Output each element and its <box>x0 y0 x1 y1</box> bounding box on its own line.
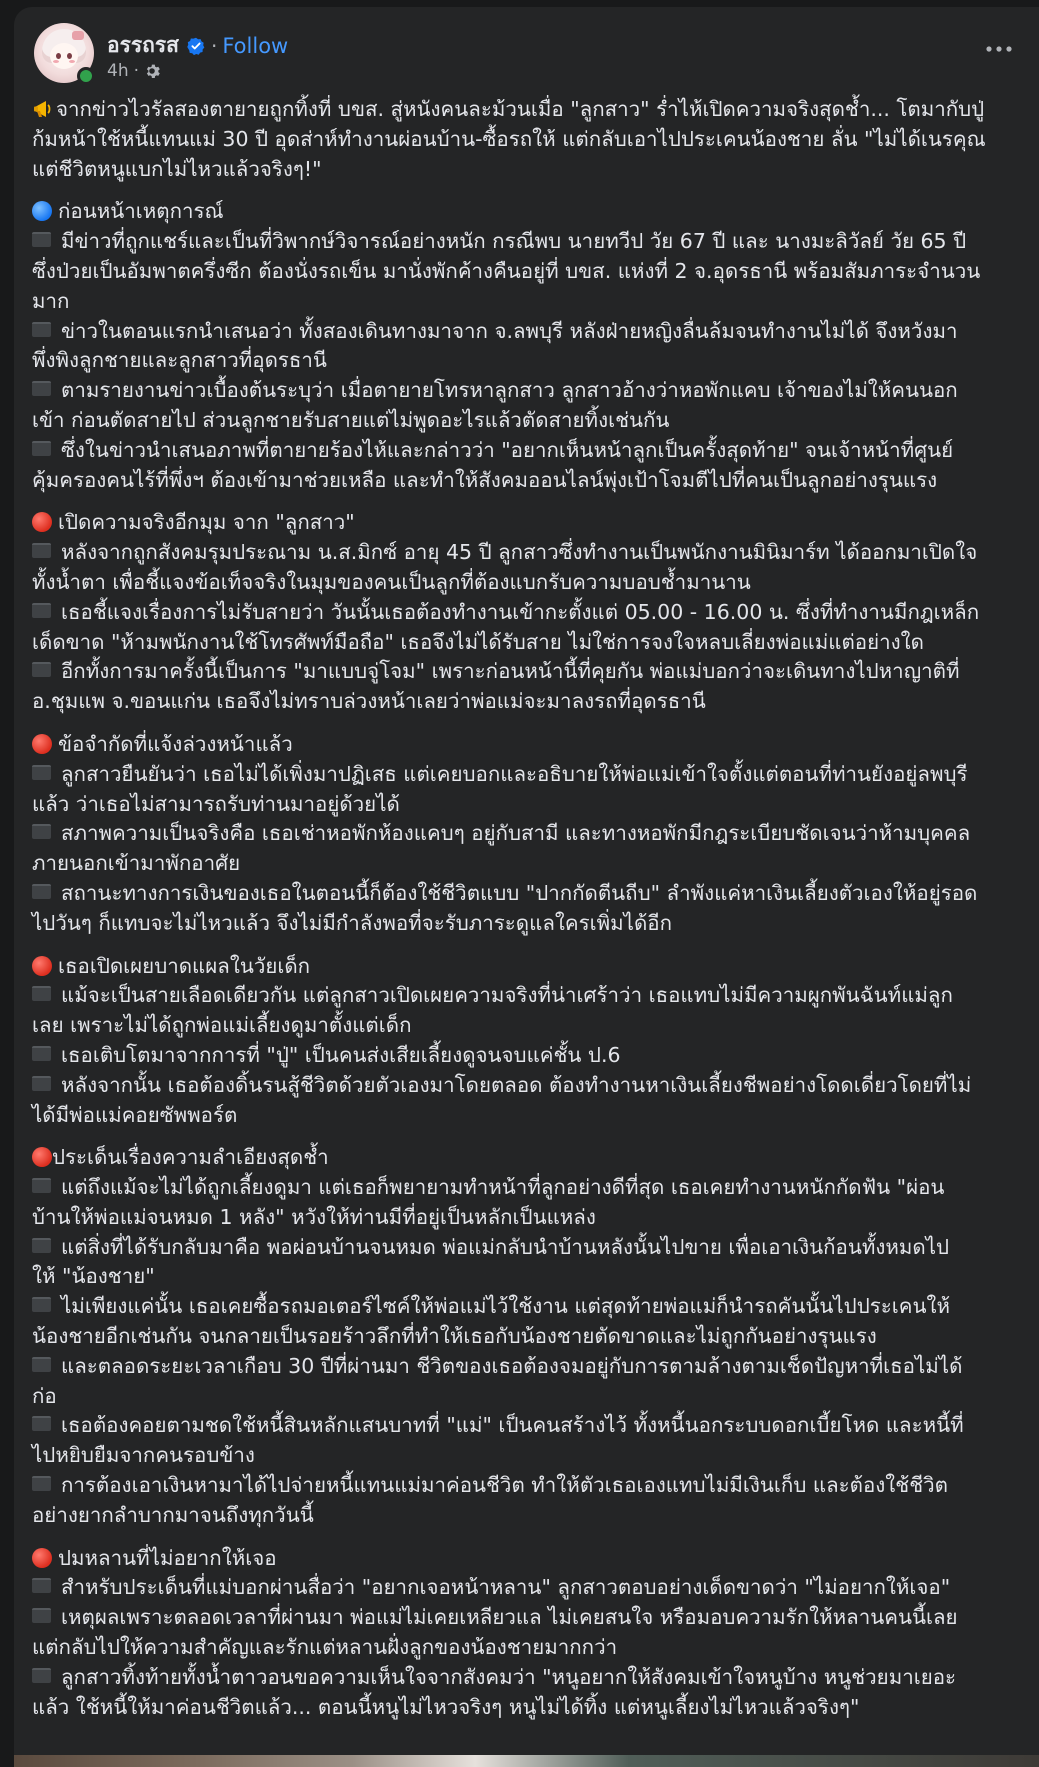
line-text: การต้องเอาเงินหามาได้ไปจ่ายหนี้แทนแม่มาค่อนชีวิต ทำให้ตัวเธอเองแทบไม่มีเงินเก็บ และต้องใช้ชีวิต <box>61 1473 948 1498</box>
line-text: เข้า ก่อนตัดสายไป ส่วนลูกชายรับสายแต่ไม่พูดอะไรแล้วตัดสายทิ้งเช่นกัน <box>32 407 670 432</box>
section-heading <box>32 730 1028 760</box>
black-square-icon <box>32 1357 51 1372</box>
bullet-line <box>32 436 1028 466</box>
bullet-line <box>32 879 1028 909</box>
line-text: อีกทั้งการมาครั้งนี้เป็นการ "มาแบบจู่โจม" เพราะก่อนหน้านี้ที่คุยกัน พ่อแม่บอกว่าจะเดินทางไปหาญาติที่ <box>61 659 960 684</box>
red-circle-icon <box>32 956 52 976</box>
red-circle-icon <box>32 1548 52 1568</box>
bullet-line <box>32 819 1028 849</box>
line-text: ตามรายงานข่าวเบื้องต้นระบุว่า เมื่อตายายโทรหาลูกสาว ลูกสาวอ้างว่าหอพักแคบ เจ้าของไม่ให้คนนอก <box>61 378 958 403</box>
line-text: ภายนอกเข้ามาพักอาศัย <box>32 851 241 876</box>
bullet-line <box>32 1041 1028 1071</box>
line-text: ไปวันๆ ก็แทบจะไม่ไหวแล้ว จึงไม่มีกำลังพอที่จะรับภาระดูแลใครเพิ่มได้อีก <box>32 910 672 935</box>
bullet-line <box>32 1292 1028 1322</box>
attached-image-preview[interactable] <box>14 1755 1039 1767</box>
black-square-icon <box>32 1178 51 1193</box>
line-text: ข่าวในตอนแรกนำเสนอว่า ทั้งสองเดินทางมาจาก จ.ลพบุรี หลังฝ่ายหญิงลื่นล้มจนทำงานไม่ได้ จึงหวังมา <box>61 318 958 343</box>
continuation-line <box>32 1441 1028 1471</box>
continuation-line <box>32 1011 1028 1041</box>
line-text: และตลอดระยะเวลาเกือบ 30 ปีที่ผ่านมา ชีวิตของเธอต้องจมอยู่กับการตามล้างตามเช็ดปัญหาที่เธอไม่ได้ <box>61 1353 963 1378</box>
intro-text: จากข่าวไวรัลสองตายายถูกทิ้งที่ บขส. สู่หนังคนละม้วนเมื่อ "ลูกสาว" ร่ำไห้เปิดความจริงสุดช้ำ... โตมากับปู่ <box>56 97 985 121</box>
black-square-icon <box>32 1046 51 1061</box>
bullet-line <box>32 1663 1028 1693</box>
continuation-line <box>32 1322 1028 1352</box>
bullet-line <box>32 538 1028 568</box>
black-square-icon <box>32 986 51 1001</box>
intro-line-1: ก้มหน้าใช้หนี้แทนแม่ 30 ปี อุดส่าห์ทำงานผ่อนบ้าน-ซื้อรถให้ แต่กลับเอาไปประเคนน้องชาย ลั่น "ไม่ได้เนรคุณ <box>32 126 986 151</box>
line-text: เลย เพราะไม่ได้ถูกพ่อแม่เลี้ยงดูมาตั้งแต่เด็ก <box>32 1013 412 1038</box>
bullet-line <box>32 227 1028 257</box>
section-3 <box>32 952 1028 1131</box>
continuation-line <box>32 909 1028 939</box>
black-square-icon <box>32 884 51 899</box>
black-square-icon <box>32 322 51 337</box>
continuation-line <box>32 1693 1028 1723</box>
continuation-line <box>32 1382 1028 1412</box>
intro-line-2: แต่ชีวิตหนูแบกไม่ไหวแล้วจริงๆ!" <box>32 156 322 181</box>
bullet-line <box>32 1411 1028 1441</box>
megaphone-icon <box>32 98 54 120</box>
bullet-line <box>32 981 1028 1011</box>
line-text: มีข่าวที่ถูกแชร์และเป็นที่วิพากษ์วิจารณ์อย่างหนัก กรณีพบ นายทวีป วัย 67 ปี และ นางมะลิวัลย์ วัย 65 ปี <box>61 229 967 254</box>
post-meta <box>107 61 160 81</box>
continuation-line <box>32 287 1028 317</box>
black-square-icon <box>32 1076 51 1091</box>
continuation-line <box>32 628 1028 658</box>
section-heading-text: ปมหลานที่ไม่อยากให้เจอ <box>58 1545 277 1570</box>
post-text <box>32 95 1028 1722</box>
bullet-line <box>32 376 1028 406</box>
black-square-icon <box>32 232 51 247</box>
red-circle-icon <box>32 734 52 754</box>
continuation-line <box>32 1262 1028 1292</box>
continuation-line <box>32 1101 1028 1131</box>
continuation-line <box>32 466 1028 496</box>
section-heading <box>32 1143 1028 1173</box>
line-text: มาก <box>32 288 70 313</box>
line-text: ซึ่งป่วยเป็นอัมพาตครึ่งซีก ต้องนั่งรถเข็น มานั่งพักค้างคืนอยู่ที่ บขส. แห่งที่ 2 จ.อุดรธานี พร้อมสัมภาระจำนวน <box>32 258 981 283</box>
author-row <box>107 29 288 62</box>
section-5 <box>32 1544 1028 1723</box>
continuation-line <box>32 849 1028 879</box>
continuation-line <box>32 346 1028 376</box>
separator-dot: · <box>133 61 139 81</box>
line-text: ก่อ <box>32 1383 57 1408</box>
section-heading-text: เธอเปิดเผยบาดแผลในวัยเด็ก <box>58 953 311 978</box>
section-heading-text: ประเด็นเรื่องความลำเอียงสุดช้ำ <box>52 1145 329 1170</box>
continuation-line <box>32 790 1028 820</box>
line-text: เธอต้องคอยตามชดใช้หนี้สินหลักแสนบาทที่ "แม่" เป็นคนสร้างไว้ ทั้งหนี้นอกระบบดอกเบี้ยโหด และหนี้ที่ <box>61 1413 964 1438</box>
section-heading-text: ข้อจำกัดที่แจ้งล่วงหน้าแล้ว <box>58 731 293 756</box>
continuation-line <box>32 1203 1028 1233</box>
continuation-line <box>32 1633 1028 1663</box>
bullet-line <box>32 1352 1028 1382</box>
author-name[interactable]: อรรถรส <box>107 33 179 57</box>
section-heading <box>32 508 1028 538</box>
post-card <box>14 7 1039 1767</box>
line-text: พึ่งพิงลูกชายและลูกสาวที่อุดรธานี <box>32 348 327 373</box>
line-text: บ้านให้พ่อแม่จนหมด 1 หลัง" หวังให้ท่านมีที่อยู่เป็นหลักเป็นแหล่ง <box>32 1204 596 1229</box>
section-heading-text: ก่อนหน้าเหตุการณ์ <box>58 199 224 224</box>
intro-line-0 <box>32 95 1028 125</box>
verified-badge-icon <box>187 37 205 55</box>
line-text: น้องชายอีกเช่นกัน จนกลายเป็นรอยร้าวลึกที่ทำให้เธอกับน้องชายตัดขาดและไม่ถูกกันอย่างรุนแรง <box>32 1324 877 1349</box>
line-text: อ.ชุมแพ จ.ขอนแก่น เธอจึงไม่ทราบล่วงหน้าเลยว่าพ่อแม่จะมาลงรถที่อุดรธานี <box>32 689 706 714</box>
bullet-line <box>32 598 1028 628</box>
line-text: แต่สิ่งที่ได้รับกลับมาคือ พอผ่อนบ้านจนหมด พ่อแม่กลับนำบ้านหลังนั้นไปขาย เพื่อเอาเงินก้อนทั้งหมดไป <box>61 1234 950 1259</box>
black-square-icon <box>32 1476 51 1491</box>
bullet-line <box>32 1573 1028 1603</box>
black-square-icon <box>32 603 51 618</box>
black-square-icon <box>32 1608 51 1623</box>
bullet-line <box>32 317 1028 347</box>
line-text: ให้ "น้องชาย" <box>32 1264 155 1289</box>
line-text: เหตุผลเพราะตลอดเวลาที่ผ่านมา พ่อแม่ไม่เคยเหลียวแล ไม่เคยสนใจ หรือมอบความรักให้หลานคนนี้เลย <box>61 1605 958 1630</box>
continuation-line <box>32 568 1028 598</box>
red-circle-icon <box>32 1147 52 1167</box>
post-header <box>34 23 1019 89</box>
black-square-icon <box>32 441 51 456</box>
continuation-line <box>32 406 1028 436</box>
bullet-line <box>32 1471 1028 1501</box>
line-text: สถานะทางการเงินของเธอในตอนนี้ก็ต้องใช้ชีวิตแบบ "ปากกัดตีนถีบ" ลำพังแค่หาเงินเลี้ยงตัวเองให้อยู่รอด <box>61 880 978 905</box>
line-text: ไปหยิบยืมจากคนรอบข้าง <box>32 1443 255 1468</box>
bullet-line <box>32 657 1028 687</box>
section-heading <box>32 1544 1028 1574</box>
line-text: แต่กลับไปให้ความสำคัญและรักแต่หลานฝั่งลูกของน้องชายมากกว่า <box>32 1635 618 1660</box>
black-square-icon <box>32 1297 51 1312</box>
section-heading <box>32 952 1028 982</box>
line-text: แต่ถึงแม้จะไม่ได้ถูกเลี้ยงดูมา แต่เธอก็พยายามทำหน้าที่ลูกอย่างดีที่สุด เธอเคยทำงานหนักกัดฟัน "ผ่อน <box>61 1175 945 1200</box>
more-options-button[interactable] <box>979 37 1019 61</box>
bullet-line <box>32 1071 1028 1101</box>
black-square-icon <box>32 381 51 396</box>
bullet-line <box>32 1603 1028 1633</box>
section-0 <box>32 197 1028 495</box>
black-square-icon <box>32 1668 51 1683</box>
line-text: ลูกสาวทิ้งท้ายทั้งน้ำตาวอนขอความเห็นใจจากสังคมว่า "หนูอยากให้สังคมเข้าใจหนูบ้าง หนูช่วยมาเยอะ <box>61 1664 957 1689</box>
intro-paragraph <box>32 95 1028 184</box>
continuation-line <box>32 687 1028 717</box>
line-text: หลังจากนั้น เธอต้องดิ้นรนสู้ชีวิตด้วยตัวเองมาโดยตลอด ต้องทำงานหาเงินเลี้ยงชีพอย่างโดดเดี่ยวโดยที่ไม่ <box>61 1072 972 1097</box>
black-square-icon <box>32 1578 51 1593</box>
black-square-icon <box>32 824 51 839</box>
line-text: แล้ว ใช้หนี้ให้มาค่อนชีวิตแล้ว... ตอนนี้หนูไม่ไหวจริงๆ หนูไม่ได้ทิ้ง แต่หนูเลี้ยงไม่ไหวแล้วจริงๆ" <box>32 1694 860 1719</box>
line-text: สำหรับประเด็นที่แม่บอกผ่านสื่อว่า "อยากเจอหน้าหลาน" ลูกสาวตอบอย่างเด็ดขาดว่า "ไม่อยากให้เจอ" <box>61 1575 951 1600</box>
line-text: ได้มีพ่อแม่คอยซัพพอร์ต <box>32 1102 238 1127</box>
bullet-line <box>32 1173 1028 1203</box>
line-text: เด็ดขาด "ห้ามพนักงานใช้โทรศัพท์มือถือ" เธอจึงไม่ได้รับสาย ไม่ใช่การจงใจหลบเลี่ยงพ่อแม่แต่อย่างใด <box>32 629 924 654</box>
line-text: สภาพความเป็นจริงคือ เธอเช่าหอพักห้องแคบๆ อยู่กับสามี และทางหอพักมีกฎระเบียบชัดเจนว่าห้ามบุคคล <box>61 821 971 846</box>
follow-button[interactable]: Follow <box>222 33 289 58</box>
online-status-dot <box>77 67 95 85</box>
gear-icon[interactable] <box>144 63 160 79</box>
line-text: อย่างยากลำบากมาจนถึงทุกวันนี้ <box>32 1502 314 1527</box>
black-square-icon <box>32 662 51 677</box>
continuation-line <box>32 1501 1028 1531</box>
line-text: ลูกสาวยืนยันว่า เธอไม่ได้เพิ่งมาปฏิเสธ แต่เคยบอกและอธิบายให้พ่อแม่เข้าใจตั้งแต่ตอนที่ท่านยังอยู่ลพบุรี <box>61 761 968 786</box>
bullet-line <box>32 1233 1028 1263</box>
line-text: ทั้งน้ำตา เพื่อชี้แจงข้อเท็จจริงในมุมของคนเป็นลูกที่ต้องแบกรับความบอบช้ำมานาน <box>32 569 751 594</box>
post-timestamp[interactable]: 4h <box>107 61 129 81</box>
continuation-line <box>32 257 1028 287</box>
line-text: แม้จะเป็นสายเลือดเดียวกัน แต่ลูกสาวเปิดเผยความจริงที่น่าเศร้าว่า เธอแทบไม่มีความผูกพันฉันท์แม่ลูก <box>61 983 953 1008</box>
section-heading-text: เปิดความจริงอีกมุม จาก "ลูกสาว" <box>58 510 355 535</box>
line-text: ไม่เพียงแค่นั้น เธอเคยซื้อรถมอเตอร์ไซค์ให้พ่อแม่ไว้ใช้งาน แต่สุดท้ายพ่อแม่ก็นำรถคันนั้นไปประเคนให้ <box>61 1294 950 1319</box>
more-icon <box>986 46 1012 52</box>
line-text: คุ้มครองคนไร้ที่พึ่งฯ ต้องเข้ามาช่วยเหลือ และทำให้สังคมออนไลน์พุ่งเป้าโจมตีไปที่คนเป็นลูกอย่างรุนแรง <box>32 467 938 492</box>
section-heading <box>32 197 1028 227</box>
black-square-icon <box>32 543 51 558</box>
red-circle-icon <box>32 512 52 532</box>
line-text: แล้ว ว่าเธอไม่สามารถรับท่านมาอยู่ด้วยได้ <box>32 791 400 816</box>
line-text: หลังจากถูกสังคมรุมประณาม น.ส.มิกซ์ อายุ 45 ปี ลูกสาวซึ่งทำงานเป็นพนักงานมินิมาร์ท ได้ออกมาเปิดใจ <box>61 540 978 565</box>
line-text: เธอชี้แจงเรื่องการไม่รับสายว่า วันนั้นเธอต้องทำงานเข้ากะตั้งแต่ 05.00 - 16.00 น. ซึ่งที่ทำงานมีกฎเหล็ก <box>61 599 980 624</box>
bullet-line <box>32 760 1028 790</box>
section-2 <box>32 730 1028 939</box>
blue-circle-icon <box>32 201 52 221</box>
black-square-icon <box>32 1238 51 1253</box>
separator-dot: · <box>210 33 218 58</box>
black-square-icon <box>32 765 51 780</box>
black-square-icon <box>32 1416 51 1431</box>
line-text: เธอเติบโตมาจากการที่ "ปู่" เป็นคนส่งเสียเลี้ยงดูจนจบแค่ชั้น ป.6 <box>61 1042 621 1067</box>
section-4 <box>32 1143 1028 1530</box>
line-text: ซึ่งในข่าวนำเสนอภาพที่ตายายร้องไห้และกล่าวว่า "อยากเห็นหน้าลูกเป็นครั้งสุดท้าย" จนเจ้าหน้าที่ศูนย์ <box>61 437 954 462</box>
section-1 <box>32 508 1028 717</box>
